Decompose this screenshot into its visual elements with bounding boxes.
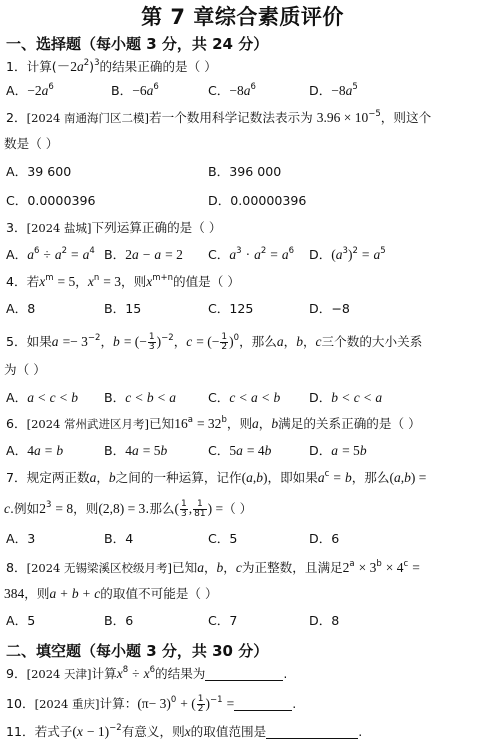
q7-option-d: D．6	[309, 531, 340, 546]
q6-source: [2024 常州武进区月考]	[26, 417, 150, 431]
fraction-one-half-b: $\frac{1}{2}$	[197, 694, 204, 714]
question-3: 3．[2024 盐城]下列运算正确的是（ ）	[6, 220, 222, 235]
q2-option-c: C．0.0000396	[6, 193, 96, 208]
question-5: 5．如果$a =- 3^{-2}$，b = (− $\frac{1}{3}$ )$^{-2}$，c = (− $\frac{1}{2}$ )$^0$，那么a，b，c三个数的大小关系	[6, 332, 423, 352]
q1-option-d: D．$-8a^5$	[309, 82, 358, 98]
q5-option-a: A．a < c < b	[6, 390, 79, 405]
q6-option-d: D．a = 5b	[309, 443, 367, 458]
answer-blank-9	[205, 667, 283, 681]
q3-option-d: D．$(a^3)^2 = a^5$	[309, 246, 386, 262]
question-4: 4．若$x^m = 5$，$x^n = 3$，则$x^{m+n}$的值是（ ）	[6, 273, 240, 289]
q3-source: [2024 盐城]	[26, 221, 92, 235]
q5-option-c: C．c < a < b	[208, 390, 281, 405]
q4-option-c: C．125	[208, 301, 254, 316]
q8-option-c: C．7	[208, 613, 238, 628]
q7-option-c: C．5	[208, 531, 238, 546]
answer-blank-10	[234, 697, 292, 711]
question-5-cont: 为（ ）	[4, 362, 46, 377]
q3-option-c: C．$a^3 \cdot a^2 = a^6$	[208, 246, 295, 262]
fraction-one-half: $\frac{1}{2}$	[221, 332, 228, 352]
question-7: 7．规定两正数a，b之间的一种运算，记作(a,b)，即如果$a^c = b$，那么(a,b) =	[6, 469, 427, 485]
question-2: 2．[2024 南通海门区二模]若一个数用科学记数法表示为 $3.96 \times 10^{-5}$，则这个	[6, 109, 432, 125]
q1-option-a: A．$-2a^6$	[6, 82, 54, 98]
question-2-cont: 数是（ ）	[4, 136, 59, 151]
q8-option-b: B．6	[104, 613, 134, 628]
question-6: 6．[2024 常州武进区月考]已知$16^a = 32^b$，则a，b满足的关系正确的是（ ）	[6, 415, 421, 431]
q6-option-a: A．4a = b	[6, 443, 64, 458]
question-1: 1．计算$(-2a^2)^3$的结果正确的是（ ）	[6, 58, 217, 74]
section-header-fill-in: 二、填空题（每小题 3 分，共 30 分）	[6, 642, 269, 660]
q5-option-b: B．c < b < a	[104, 390, 177, 405]
q8-option-a: A．5	[6, 613, 36, 628]
question-8-cont: 384，则a + b + c的取值不可能是（ ）	[4, 586, 218, 601]
question-9: 9．[2024 天津]计算$x^8 \div x^6$的结果为 .	[6, 665, 288, 681]
q4-option-b: B．15	[104, 301, 142, 316]
q1-option-b: B．$-6a^6$	[111, 82, 159, 98]
q4-option-d: D．−8	[309, 301, 350, 316]
fraction-one-eighty-first: $\frac{1}{81}$	[194, 499, 206, 519]
q9-source: [2024 天津]	[26, 667, 92, 681]
fraction-one-third: $\frac{1}{3}$	[148, 332, 155, 352]
q6-option-b: B．4a = 5b	[104, 443, 168, 458]
fraction-one-third-b: $\frac{1}{3}$	[181, 499, 187, 519]
q5-option-d: D．b < c < a	[309, 390, 383, 405]
q2-option-d: D．0.00000396	[208, 193, 307, 208]
question-8: 8．[2024 无锡梁溪区校级月考]已知a，b，c为正整数，且满足$2^a \times 3^b \times 4^c$ =	[6, 559, 420, 575]
q2-option-a: A．39 600	[6, 164, 72, 179]
section-header-choice: 一、选择题（每小题 3 分，共 24 分）	[6, 35, 269, 53]
q7-option-b: B．4	[104, 531, 134, 546]
page-title: 第 7 章综合素质评价	[141, 5, 344, 29]
q8-source: [2024 无锡梁溪区校级月考]	[26, 561, 173, 575]
q2-source: [2024 南通海门区二模]	[26, 111, 150, 125]
q7-option-a: A．3	[6, 531, 36, 546]
q3-option-a: A．$a^6 \div a^2 = a^4$	[6, 246, 95, 262]
question-7-cont: c.例如$2^3 = 8$，则(2,8) = 3.那么( $\frac{1}{3}$ , $\frac{1}{81}$ ) =（ ）	[4, 499, 253, 519]
q2-option-b: B．396 000	[208, 164, 282, 179]
question-10: 10．[2024 重庆]计算：$(\pi- 3)^0$ + ( $\frac{1}{2}$ )$^{-1}$ = .	[6, 694, 297, 714]
question-11: 11．若式子$(x - 1)^{-2}$有意义，则x的取值范围是 .	[6, 723, 363, 739]
q6-option-c: C．5a = 4b	[208, 443, 272, 458]
answer-blank-11	[266, 725, 358, 739]
q8-option-d: D．8	[309, 613, 340, 628]
q10-source: [2024 重庆]	[34, 697, 100, 711]
q1-option-c: C．$-8a^6$	[208, 82, 256, 98]
q3-option-b: B．2a − a = 2	[104, 247, 183, 262]
q4-option-a: A．8	[6, 301, 36, 316]
